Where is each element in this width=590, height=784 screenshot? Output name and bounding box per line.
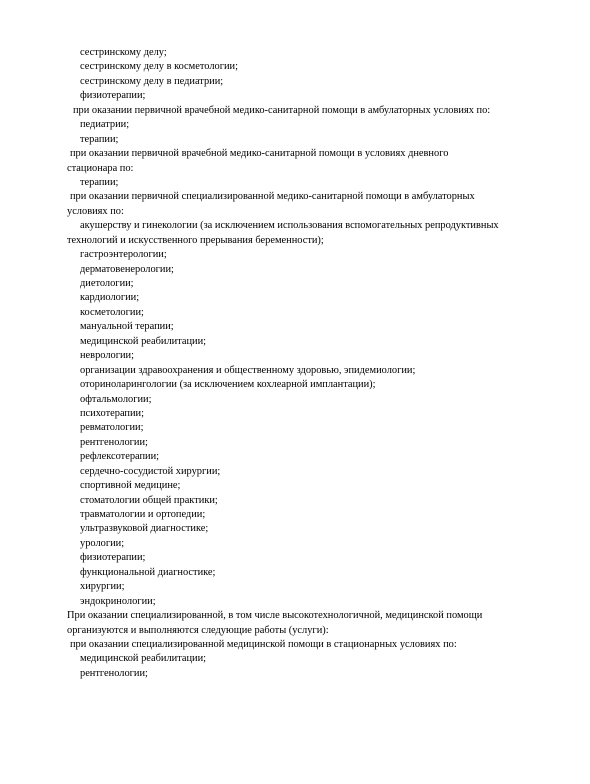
list-item: рентгенологии; (80, 667, 148, 679)
list-item: рефлексотерапии; (80, 451, 160, 463)
list-item: сердечно-сосудистой хирургии; (80, 465, 221, 477)
section-heading: при оказании первичной врачебной медико-санитарной помощи в условиях дневного (70, 148, 449, 160)
list-item-continuation: технологий и искусственного прерывания беременности); (67, 234, 324, 246)
list-item: ультразвуковой диагностике; (80, 523, 209, 535)
section-heading-continuation: условиях по: (67, 205, 124, 217)
list-item: офтальмологии; (80, 393, 152, 405)
paragraph: При оказании специализированной, в том числе высокотехнологичной, медицинской помощи (67, 610, 483, 622)
list-item: диетологии; (80, 278, 134, 289)
list-item: кардиологии; (80, 292, 140, 304)
document-body (67, 46, 567, 681)
list-item: терапии; (80, 176, 119, 188)
list-item: функциональной диагностике; (80, 566, 216, 578)
list-item: гастроэнтерологии; (80, 249, 167, 261)
section-heading: при оказании первичной специализированной медико-санитарной помощи в амбулаторных (70, 191, 475, 203)
list-item: физиотерапии; (80, 90, 146, 102)
list-item: терапии; (80, 133, 119, 145)
list-item: эндокринологии; (80, 595, 156, 607)
list-item: дерматовенерологии; (80, 263, 174, 275)
list-item: физиотерапии; (80, 552, 146, 564)
list-item: травматологии и ортопедии; (80, 509, 206, 520)
list-item: сестринскому делу в педиатрии; (80, 75, 224, 87)
list-item: организации здравоохранения и общественному здоровью, эпидемиологии; (80, 364, 416, 376)
list-item: сестринскому делу в косметологии; (80, 61, 238, 73)
list-item: оториноларингологии (за исключением кохлеарной имплантации); (80, 379, 376, 391)
section-heading: при оказании специализированной медицинской помощи в стационарных условиях по: (70, 638, 457, 650)
list-item: стоматологии общей практики; (80, 494, 218, 506)
list-item: спортивной медицине; (80, 480, 181, 492)
section-heading-continuation: стационара по: (67, 162, 134, 174)
list-item: сестринскому делу; (80, 47, 167, 58)
list-item: мануальной терапии; (80, 321, 174, 333)
list-item: хирургии; (80, 581, 125, 593)
list-item: ревматологии; (80, 422, 144, 434)
paragraph-continuation: организуются и выполняются следующие работы (услуги): (67, 624, 329, 636)
list-item: медицинской реабилитации; (80, 335, 207, 347)
list-item: акушерству и гинекологии (за исключением использования вспомогательных репродуктивных (80, 220, 499, 232)
list-item: медицинской реабилитации; (80, 653, 207, 665)
list-item: неврологии; (80, 350, 134, 362)
section-heading: при оказании первичной врачебной медико-санитарной помощи в амбулаторных условиях по: (73, 104, 491, 116)
list-item: педиатрии; (80, 119, 130, 131)
list-item: косметологии; (80, 306, 144, 318)
list-item: урологии; (80, 537, 125, 549)
list-item: психотерапии; (80, 407, 144, 419)
list-item: рентгенологии; (80, 436, 148, 448)
